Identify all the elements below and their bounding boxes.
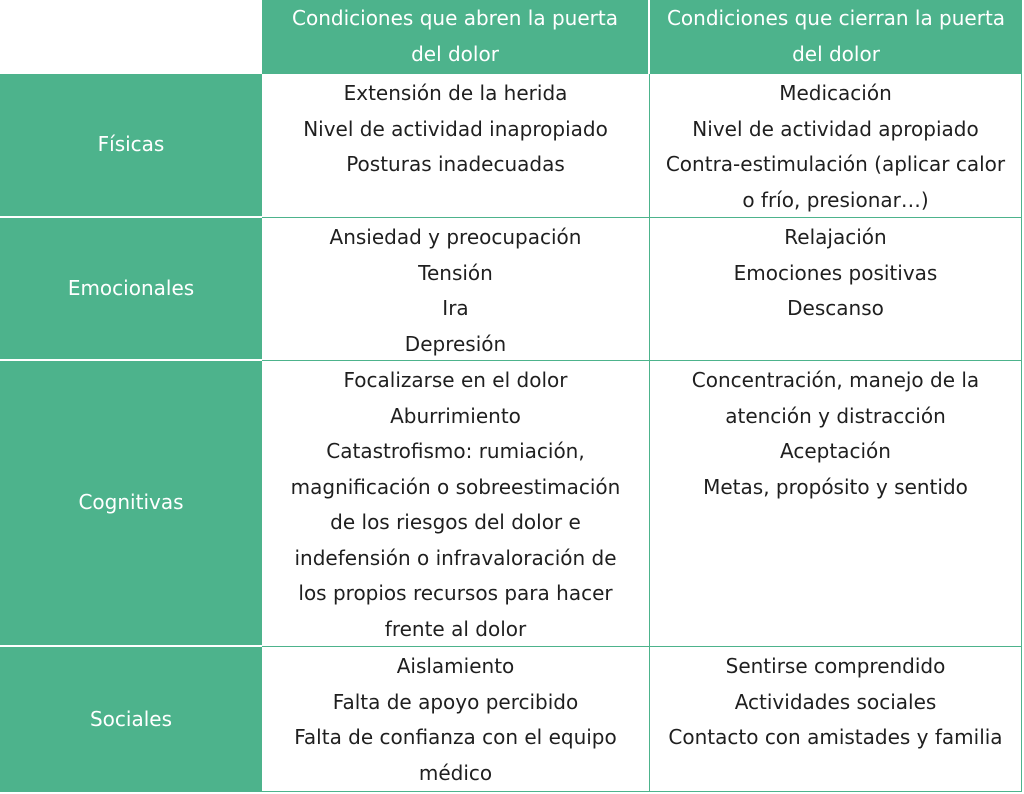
list-item: o frío, presionar…) [742,187,929,212]
list-item: Ansiedad y preocupación [329,225,582,249]
list-item: Concentración, manejo de la [691,368,980,392]
list-item: Contra-estimulación (aplicar calor [665,152,1006,176]
list-item: Descanso [787,296,884,320]
cell-fisicas-close [650,74,1022,218]
list-item: Tensión [418,260,493,285]
list-item: Depresión [404,331,507,356]
header-open-line-1: Condiciones que abren la puerta [292,6,618,30]
cell-emocionales-open [262,218,650,361]
list-item: Contacto con amistades y familia [668,725,1003,749]
cell-cognitivas-open [262,361,650,647]
list-item: Emociones positivas [733,260,938,285]
header-close-line-2: del dolor [792,41,880,66]
list-item: Aislamiento [396,654,515,678]
list-item: los propios recursos para hacer [298,581,613,605]
list-item: magnificación o sobreestimación [290,474,621,499]
header-open-conditions [262,0,650,74]
row-label-text: Sociales [89,706,173,731]
list-item: Relajación [784,225,887,249]
list-item: Aceptación [780,439,891,463]
list-item: Falta de confianza con el equipo [294,725,617,749]
row-label-text: Físicas [97,132,165,157]
cell-fisicas-open [262,74,650,218]
header-close-conditions [650,0,1022,74]
cell-sociales-open [262,647,650,792]
row-label-sociales [0,647,262,792]
row-label-text: Emocionales [67,275,195,300]
row-label-text: Cognitivas [78,490,184,515]
cell-cognitivas-close [650,361,1022,647]
header-close-line-1: Condiciones que cierran la puerta [666,6,1006,30]
list-item: Nivel de actividad apropiado [692,116,979,141]
list-item: Posturas inadecuadas [346,152,565,176]
list-item: Metas, propósito y sentido [703,474,968,499]
list-item: Medicación [779,81,892,105]
list-item: Focalizarse en el dolor [343,368,568,392]
row-label-fisicas [0,74,262,218]
row-label-emocionales [0,218,262,361]
list-item: de los riesgos del dolor e [330,510,581,534]
list-item: Falta de apoyo percibido [332,689,579,714]
list-item: atención y distracción [725,403,946,428]
list-item: Extensión de la herida [343,81,568,105]
list-item: Nivel de actividad inapropiado [303,116,608,141]
cell-sociales-close [650,647,1022,792]
list-item: Aburrimiento [390,403,521,428]
cell-emocionales-close [650,218,1022,361]
row-label-cognitivas [0,361,262,647]
list-item: Sentirse comprendido [725,654,946,678]
list-item: médico [418,760,493,785]
list-item: Actividades sociales [734,689,937,714]
list-item: indefensión o infravaloración de [294,545,617,570]
list-item: frente al dolor [384,616,527,641]
list-item: Catastrofismo: rumiación, [326,439,585,463]
list-item: Ira [442,296,469,320]
header-open-line-2: del dolor [411,41,499,66]
